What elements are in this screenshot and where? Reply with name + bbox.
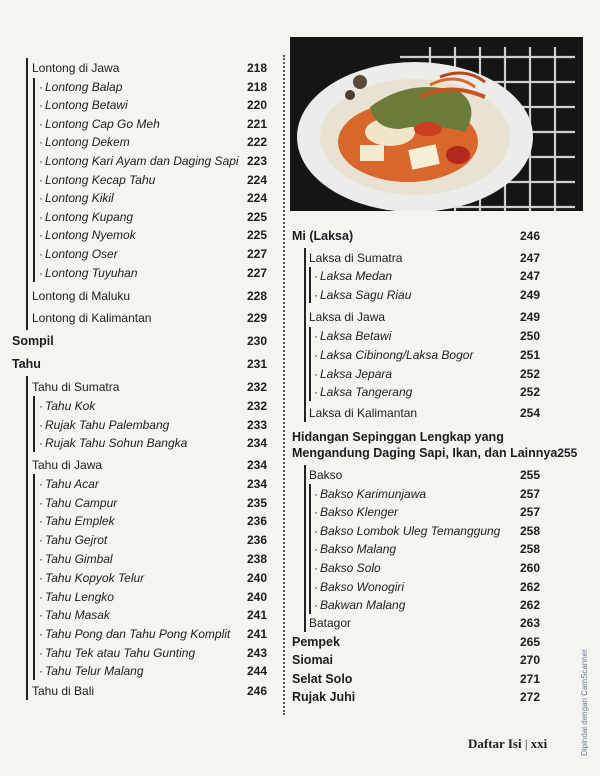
- toc-entry: [32, 684, 267, 698]
- toc-entry-label: Laksa Medan: [320, 269, 393, 283]
- toc-entry-page: 230: [246, 334, 267, 348]
- toc-entry-label: Mi (Laksa): [292, 229, 354, 243]
- toc-entry: [314, 367, 540, 381]
- footer-page-number: xxi: [530, 736, 548, 751]
- toc-entry: [39, 514, 267, 528]
- toc-entry-page: 231: [246, 357, 267, 371]
- toc-entry-page: 263: [519, 616, 540, 630]
- section-bracket: [309, 484, 311, 614]
- toc-entry: [39, 552, 267, 566]
- section-bracket: [309, 327, 311, 401]
- toc-entry-label: Bakso Wonogiri: [320, 580, 405, 594]
- toc-entry-label: Sompil: [12, 334, 54, 348]
- toc-entry: [314, 348, 540, 362]
- toc-entry: [314, 580, 540, 594]
- toc-entry-label: Lontong Kikil: [45, 191, 114, 205]
- toc-entry-label: Tahu Emplek: [45, 514, 115, 528]
- toc-entry-label: Laksa di Sumatra: [309, 251, 403, 265]
- toc-entry-label: Lontong Dekem: [45, 135, 130, 149]
- toc-entry-label: Tahu di Bali: [32, 684, 95, 698]
- toc-entry-page: 227: [246, 247, 267, 261]
- toc-entry-page: 243: [246, 646, 267, 660]
- toc-entry: [39, 117, 267, 131]
- toc-entry: [12, 334, 267, 348]
- toc-entry-page: 272: [519, 690, 540, 704]
- toc-entry-label: Tahu Kopyok Telur: [45, 571, 145, 585]
- toc-entry-page: 234: [246, 477, 267, 491]
- section-bracket: [26, 376, 28, 700]
- toc-entry-label: Siomai: [292, 653, 333, 667]
- toc-entry: [39, 154, 267, 168]
- toc-entry: [39, 247, 267, 261]
- toc-entry-page: 232: [246, 399, 267, 413]
- toc-entry-label: Bakwan Malang: [320, 598, 406, 612]
- toc-entry-page: 218: [246, 80, 267, 94]
- toc-bullet: ·: [314, 288, 318, 302]
- toc-entry-page: 270: [519, 653, 540, 667]
- toc-entry-label: Hidangan Sepinggan Lengkap yang: [292, 430, 504, 444]
- toc-bullet: ·: [39, 608, 43, 622]
- toc-entry-page: 249: [519, 310, 540, 324]
- toc-entry-label: Lontong Nyemok: [45, 228, 136, 242]
- toc-entry-label: Laksa Tangerang: [320, 385, 413, 399]
- toc-bullet: ·: [39, 533, 43, 547]
- toc-entry-label: Tahu Pong dan Tahu Pong Komplit: [45, 627, 231, 641]
- toc-entry-label: Laksa Sagu Riau: [320, 288, 412, 302]
- toc-bullet: ·: [314, 487, 318, 501]
- toc-entry-label: Lontong Oser: [45, 247, 118, 261]
- toc-entry-label: Rujak Juhi: [292, 690, 356, 704]
- toc-entry-page: 228: [246, 289, 267, 303]
- toc-bullet: ·: [39, 154, 43, 168]
- toc-entry-label: Lontong di Kalimantan: [32, 311, 152, 325]
- toc-entry: [39, 399, 267, 413]
- toc-entry-page: 246: [246, 684, 267, 698]
- toc-bullet: ·: [314, 367, 318, 381]
- toc-entry-label: Lontong Kecap Tahu: [45, 173, 156, 187]
- toc-entry: [39, 608, 267, 622]
- toc-entry-label: Laksa di Kalimantan: [309, 406, 418, 420]
- column-divider: [283, 55, 285, 715]
- toc-bullet: ·: [314, 542, 318, 556]
- toc-entry-label: Laksa Cibinong/Laksa Bogor: [320, 348, 474, 362]
- toc-entry: [39, 418, 267, 432]
- toc-entry: [292, 229, 540, 243]
- toc-entry-label: Tahu Tek atau Tahu Gunting: [45, 646, 196, 660]
- toc-entry-page: 250: [519, 329, 540, 343]
- toc-bullet: ·: [314, 524, 318, 538]
- toc-entry: [309, 468, 540, 482]
- toc-entry: [32, 61, 267, 75]
- toc-entry: [309, 616, 540, 630]
- toc-entry: [314, 561, 540, 575]
- toc-entry: [314, 524, 540, 538]
- toc-entry: [39, 98, 267, 112]
- watermark-text: Dipindai dengan CamScanner: [579, 649, 589, 756]
- toc-entry: [39, 436, 267, 450]
- toc-entry-page: 227: [246, 266, 267, 280]
- toc-entry-label: Lontong Cap Go Meh: [45, 117, 160, 131]
- toc-entry-page: 262: [519, 598, 540, 612]
- toc-entry-page: 252: [519, 367, 540, 381]
- toc-entry-page: 254: [519, 406, 540, 420]
- toc-bullet: ·: [39, 664, 43, 678]
- toc-entry: [32, 289, 267, 303]
- toc-entry: [39, 496, 267, 510]
- toc-entry: [314, 385, 540, 399]
- section-bracket: [33, 78, 35, 282]
- toc-entry-page: 224: [246, 173, 267, 187]
- toc-entry-label: Tahu: [12, 357, 41, 371]
- toc-entry: [39, 135, 267, 149]
- toc-entry-label: Tahu Gimbal: [45, 552, 113, 566]
- toc-entry-label: Tahu Acar: [45, 477, 99, 491]
- toc-entry-page: 225: [246, 210, 267, 224]
- toc-entry: [39, 477, 267, 491]
- toc-entry: [39, 191, 267, 205]
- toc-entry-page: 225: [246, 228, 267, 242]
- toc-entry-label: Bakso Klenger: [320, 505, 399, 519]
- toc-bullet: ·: [39, 552, 43, 566]
- toc-bullet: ·: [314, 598, 318, 612]
- toc-entry-label: Lontong di Jawa: [32, 61, 120, 75]
- toc-entry-label: Bakso Lombok Uleg Temanggung: [320, 524, 501, 538]
- toc-entry: [292, 653, 540, 667]
- toc-entry: [292, 672, 540, 686]
- toc-entry-label: Lontong Balap: [45, 80, 123, 94]
- toc-bullet: ·: [39, 496, 43, 510]
- toc-entry-label: Tahu di Sumatra: [32, 380, 120, 394]
- toc-entry-page: 271: [519, 672, 540, 686]
- toc-entry: [39, 664, 267, 678]
- toc-bullet: ·: [314, 561, 318, 575]
- toc-bullet: ·: [39, 173, 43, 187]
- section-bracket: [33, 396, 35, 452]
- toc-bullet: ·: [314, 385, 318, 399]
- toc-bullet: ·: [39, 436, 43, 450]
- toc-entry-label: Lontong Kupang: [45, 210, 134, 224]
- toc-entry-page: 255: [519, 468, 540, 482]
- toc-bullet: ·: [39, 117, 43, 131]
- toc-bullet: ·: [39, 247, 43, 261]
- section-bracket: [26, 58, 28, 330]
- toc-bullet: ·: [39, 571, 43, 585]
- toc-entry-page: 240: [246, 571, 267, 585]
- toc-bullet: ·: [39, 514, 43, 528]
- toc-entry-page: 252: [519, 385, 540, 399]
- toc-entry-label: Lontong Betawi: [45, 98, 128, 112]
- toc-entry: [39, 266, 267, 280]
- toc-bullet: ·: [314, 348, 318, 362]
- toc-bullet: ·: [39, 228, 43, 242]
- toc-entry-page: 232: [246, 380, 267, 394]
- toc-entry-label: Lontong Tuyuhan: [45, 266, 138, 280]
- toc-entry-page: 222: [246, 135, 267, 149]
- toc-entry-page: 241: [246, 608, 267, 622]
- toc-entry-page: 247: [519, 251, 540, 265]
- toc-entry: [39, 228, 267, 242]
- toc-entry: [292, 635, 540, 649]
- toc-entry: [314, 598, 540, 612]
- toc-entry-label: Lontong di Maluku: [32, 289, 131, 303]
- toc-entry-label: Laksa di Jawa: [309, 310, 386, 324]
- toc-entry-page: 258: [519, 524, 540, 538]
- toc-entry: [314, 329, 540, 343]
- section-bracket: [309, 267, 311, 303]
- toc-entry: [292, 446, 578, 460]
- toc-entry: [39, 590, 267, 604]
- toc-entry-page: 247: [519, 269, 540, 283]
- toc-entry-page: 244: [246, 664, 267, 678]
- toc-entry-label: Bakso Karimunjawa: [320, 487, 427, 501]
- toc-entry-page: 223: [246, 154, 267, 168]
- toc-entry-page: 234: [246, 458, 267, 472]
- toc-entry-page: 240: [246, 590, 267, 604]
- toc-entry-page: 258: [519, 542, 540, 556]
- toc-entry-label: Bakso: [309, 468, 343, 482]
- toc-bullet: ·: [39, 266, 43, 280]
- toc-entry-page: 221: [246, 117, 267, 131]
- toc-entry-page: 265: [519, 635, 540, 649]
- toc-entry-label: Mengandung Daging Sapi, Ikan, dan Lainnya: [292, 446, 558, 460]
- toc-entry-label: Bakso Solo: [320, 561, 381, 575]
- toc-entry-page: 251: [519, 348, 540, 362]
- toc-entry-page: 234: [246, 436, 267, 450]
- page-footer: [468, 736, 547, 752]
- toc-bullet: ·: [39, 98, 43, 112]
- toc-entry: [39, 80, 267, 94]
- toc-bullet: ·: [39, 135, 43, 149]
- toc-entry: [314, 269, 540, 283]
- toc-entry: [39, 173, 267, 187]
- section-bracket: [304, 465, 306, 632]
- toc-entry-page: 235: [246, 496, 267, 510]
- footer-separator: |: [524, 736, 531, 751]
- toc-entry-label: Tahu Masak: [45, 608, 110, 622]
- toc-entry-page: 262: [519, 580, 540, 594]
- toc-entry: [314, 505, 540, 519]
- toc-entry-label: Laksa Jepara: [320, 367, 393, 381]
- toc-entry: [39, 627, 267, 641]
- toc-entry-page: 218: [246, 61, 267, 75]
- toc-entry: [39, 571, 267, 585]
- toc-entry-page: 233: [246, 418, 267, 432]
- toc-entry-page: 224: [246, 191, 267, 205]
- footer-label: Daftar Isi: [468, 736, 522, 751]
- toc-entry: [32, 458, 267, 472]
- toc-bullet: ·: [39, 627, 43, 641]
- section-bracket: [33, 474, 35, 680]
- toc-entry: [314, 487, 540, 501]
- toc-entry-label: Tahu Gejrot: [45, 533, 108, 547]
- toc-entry-label: Tahu di Jawa: [32, 458, 103, 472]
- toc-entry: [314, 542, 540, 556]
- toc-entry-label: Selat Solo: [292, 672, 353, 686]
- toc-bullet: ·: [39, 80, 43, 94]
- toc-bullet: ·: [314, 269, 318, 283]
- toc-entry-page: 257: [519, 487, 540, 501]
- section-bracket: [304, 248, 306, 422]
- toc-entry: [12, 357, 267, 371]
- toc-entry-label: Rujak Tahu Palembang: [45, 418, 170, 432]
- toc-entry: [309, 310, 540, 324]
- toc-bullet: ·: [39, 646, 43, 660]
- toc-entry-label: Pempek: [292, 635, 340, 649]
- toc-entry-page: 249: [519, 288, 540, 302]
- food-photo: [290, 37, 583, 211]
- toc-entry-page: 236: [246, 533, 267, 547]
- toc-entry: [39, 533, 267, 547]
- toc-entry-label: Bakso Malang: [320, 542, 397, 556]
- toc-bullet: ·: [39, 590, 43, 604]
- toc-entry-page: 260: [519, 561, 540, 575]
- toc-entry-page: 257: [519, 505, 540, 519]
- toc-entry-page: 246: [519, 229, 540, 243]
- scanner-watermark: [579, 640, 597, 770]
- toc-entry-label: Rujak Tahu Sohun Bangka: [45, 436, 188, 450]
- toc-entry: [292, 430, 540, 444]
- toc-entry: [32, 380, 267, 394]
- toc-entry-label: Tahu Telur Malang: [45, 664, 144, 678]
- toc-entry-label: Lontong Kari Ayam dan Daging Sapi: [45, 154, 239, 168]
- toc-entry-label: Tahu Lengko: [45, 590, 114, 604]
- toc-bullet: ·: [39, 477, 43, 491]
- toc-entry: [309, 251, 540, 265]
- toc-entry-page: 241: [246, 627, 267, 641]
- toc-bullet: ·: [39, 210, 43, 224]
- toc-entry-page: 238: [246, 552, 267, 566]
- toc-entry: [32, 311, 267, 325]
- toc-entry: [314, 288, 540, 302]
- toc-entry-label: Laksa Betawi: [320, 329, 392, 343]
- toc-bullet: ·: [39, 418, 43, 432]
- toc-entry-page: 220: [246, 98, 267, 112]
- toc-entry: [292, 690, 540, 704]
- toc-entry-label: Tahu Kok: [45, 399, 96, 413]
- toc-entry-page: 236: [246, 514, 267, 528]
- toc-entry-label: Batagor: [309, 616, 352, 630]
- toc-entry: [39, 646, 267, 660]
- toc-entry-page: 229: [246, 311, 267, 325]
- toc-entry: [39, 210, 267, 224]
- toc-bullet: ·: [314, 580, 318, 594]
- toc-bullet: ·: [314, 329, 318, 343]
- toc-bullet: ·: [39, 191, 43, 205]
- toc-bullet: ·: [314, 505, 318, 519]
- toc-entry-label: Tahu Campur: [45, 496, 118, 510]
- toc-entry-page: 255: [557, 446, 578, 460]
- toc-bullet: ·: [39, 399, 43, 413]
- toc-entry: [309, 406, 540, 420]
